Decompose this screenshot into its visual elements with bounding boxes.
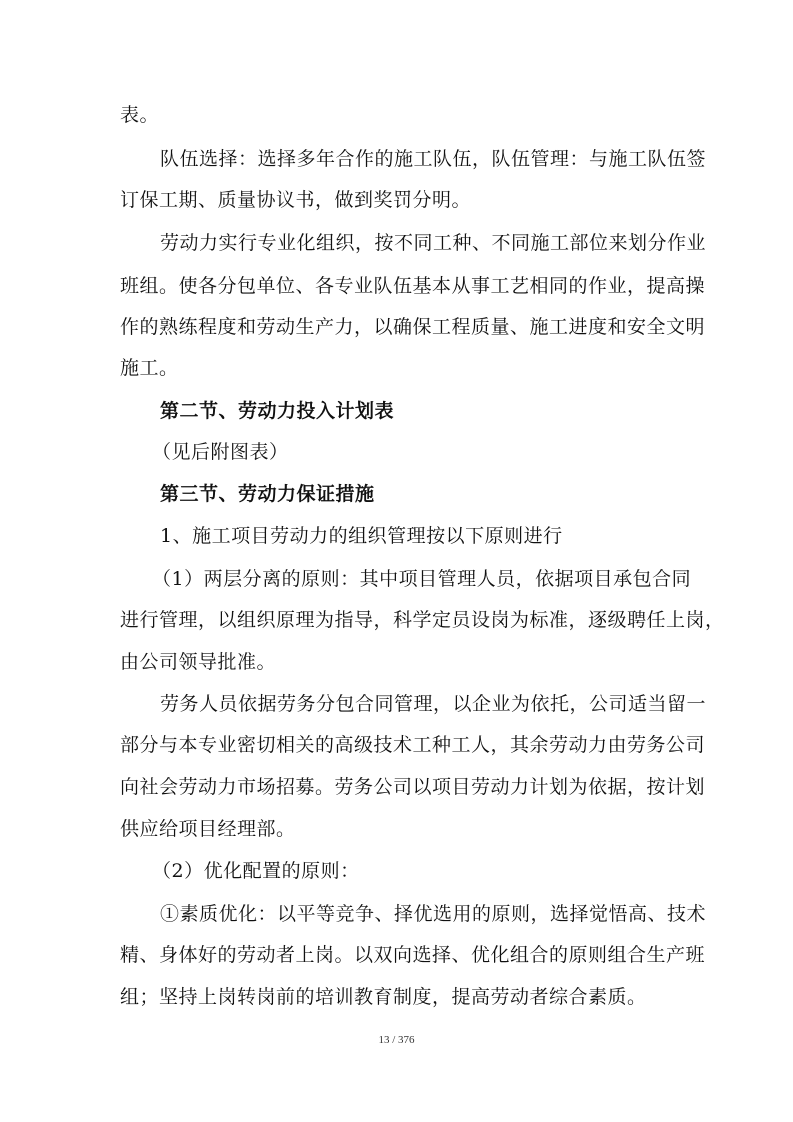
paragraph-line: 向社会劳动力市场招募。劳务公司以项目劳动力计划为依据，按计划 (120, 776, 706, 798)
paragraph-line: 进行管理，以组织原理为指导，科学定员设岗为标准，逐级聘任上岗， (120, 609, 725, 631)
paragraph-line: （1）两层分离的原则：其中项目管理人员，依据项目承包合同 (152, 568, 692, 590)
paragraph-line: 部分与本专业密切相关的高级技术工种工人，其余劳动力由劳务公司 (120, 734, 706, 756)
page-number: 13 / 376 (378, 1034, 415, 1046)
paragraph-line: ①素质优化：以平等竞争、择优选用的原则，选择觉悟高、技术 (160, 903, 707, 925)
paragraph-line: 表。 (120, 104, 160, 126)
section-heading: 第二节、劳动力投入计划表 (160, 400, 395, 422)
paragraph-line: （2）优化配置的原则： (152, 860, 360, 882)
paragraph-line: 供应给项目经理部。 (120, 818, 296, 840)
paragraph-line: 劳务人员依据劳务分包合同管理，以企业为依托，公司适当留一 (160, 693, 707, 715)
section-heading: 第三节、劳动力保证措施 (160, 483, 375, 505)
paragraph-line: 作的熟练程度和劳动生产力，以确保工程质量、施工进度和安全文明 (120, 316, 706, 338)
paragraph-line: 订保工期、质量协议书，做到奖罚分明。 (120, 189, 472, 211)
paragraph-line: （见后附图表） (152, 441, 289, 463)
paragraph-line: 1、施工项目劳动力的组织管理按以下原则进行 (160, 525, 563, 547)
paragraph-line: 组；坚持上岗转岗前的培训教育制度，提高劳动者综合素质。 (120, 986, 647, 1008)
paragraph-line: 队伍选择：选择多年合作的施工队伍，队伍管理：与施工队伍签 (160, 148, 707, 170)
paragraph-line: 劳动力实行专业化组织，按不同工种、不同施工部位来划分作业 (160, 232, 707, 254)
paragraph-line: 由公司领导批准。 (120, 651, 277, 673)
paragraph-line: 班组。使各分包单位、各专业队伍基本从事工艺相同的作业，提高操 (120, 275, 706, 297)
paragraph-line: 施工。 (120, 357, 179, 379)
paragraph-line: 精、身体好的劳动者上岗。以双向选择、优化组合的原则组合生产班 (120, 944, 706, 966)
